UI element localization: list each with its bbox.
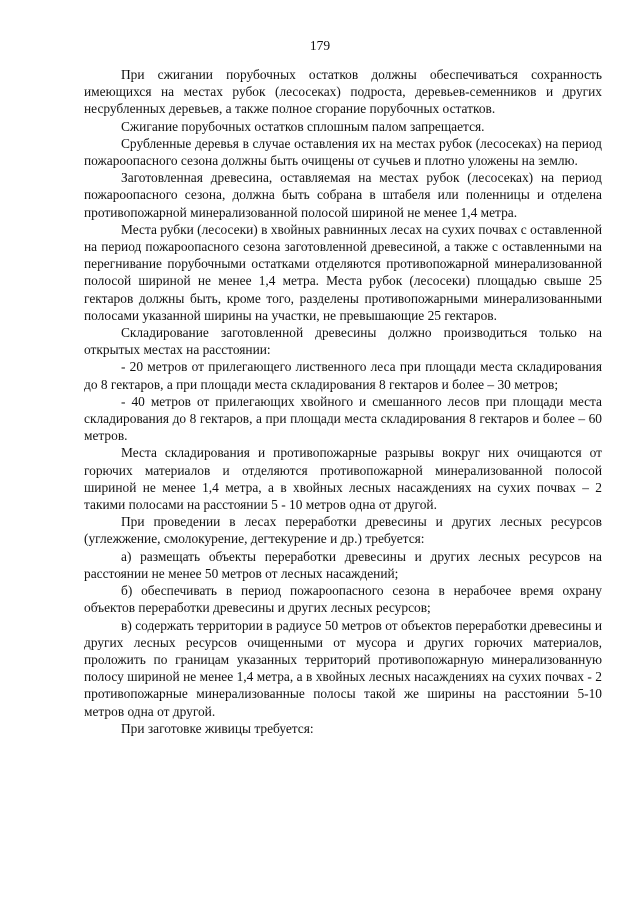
paragraph-wood-processing: При проведении в лесах переработки древесины и других лесных ресурсов (углежжение, смолокурение, дегтекурение и др.) требуется: xyxy=(84,514,602,547)
list-item-deciduous-distance: - 20 метров от прилегающего лиственного леса при площади места складирования до 8 гектаров, а при площади места складирования 8 гектаров и более – 30 метров; xyxy=(84,359,602,392)
paragraph-burning-residues: При сжигании порубочных остатков должны обеспечиваться сохранность имеющихся на местах рубок (лесосеках) подроста, деревьев-семенников и других несрубленных деревьев, а также полное сгорание порубочных остатков. xyxy=(84,67,602,117)
paragraph-storage-clearing: Места складирования и противопожарные разрывы вокруг них очищаются от горючих материалов и отделяются противопожарной минерализованной полосой шириной не менее 1,4 метра, а в хвойных лесных насаждениях на сухих почвах – 2 такими полосами на расстоянии 5 - 10 метров одна от другой. xyxy=(84,445,602,513)
list-item-b: б) обеспечивать в период пожароопасного сезона в нерабочее время охрану объектов переработки древесины и других лесных ресурсов; xyxy=(84,583,602,616)
paragraph-wood-storage: Складирование заготовленной древесины должно производиться только на открытых местах на расстоянии: xyxy=(84,325,602,358)
paragraph-harvested-wood: Заготовленная древесина, оставляемая на местах рубок (лесосеках) на период пожароопасного сезона, должна быть собрана в штабеля или поленницы и отделена противопожарной минерализованной полосой шириной не менее 1,4 метра. xyxy=(84,170,602,220)
paragraph-resin-harvesting: При заготовке живицы требуется: xyxy=(121,720,314,736)
page-number: 179 xyxy=(309,38,331,53)
list-item-coniferous-distance: - 40 метров от прилегающих хвойного и смешанного лесов при площади места складирования до 8 гектаров, а при площади места складирования 8 гектаров и более – 60 метров. xyxy=(84,393,602,444)
list-item-c: в) содержать территории в радиусе 50 метров от объектов переработки древесины и других лесных ресурсов очищенными от мусора и других горючих материалов, проложить по границам указанных территорий противопожарную минерализованную полосу шириной не менее 1,4 метра, а в хвойных лесных насаждениях на сухих почвах - 2 противопожарные минерализованные полосы такой же ширины на расстоянии 5-10 метров одна от другой. xyxy=(84,617,602,719)
paragraph-burning-prohibited: Сжигание порубочных остатков сплошным палом запрещается. xyxy=(121,118,485,134)
document-body xyxy=(84,66,602,737)
paragraph-felled-trees: Срубленные деревья в случае оставления их на местах рубок (лесосеках) на период пожароопасного сезона должны быть очищены от сучьев и плотно уложены на землю. xyxy=(84,135,602,169)
paragraph-coniferous-cutting-areas: Места рубки (лесосеки) в хвойных равнинных лесах на сухих почвах с оставленной на период пожароопасного сезона заготовленной древесиной, а также с оставленными на перегнивание порубочными остатками отделяются противопожарной минерализованной полосой шириной не менее 1,4 метра. Места рубок (лесосеки) площадью свыше 25 гектаров должны быть, кроме того, разделены противопожарными минерализованными полосами указанной ширины на участки, не превышающие 25 гектаров. xyxy=(84,221,602,323)
list-item-a: а) размещать объекты переработки древесины и других лесных ресурсов на расстоянии не менее 50 метров от лесных насаждений; xyxy=(84,548,602,581)
